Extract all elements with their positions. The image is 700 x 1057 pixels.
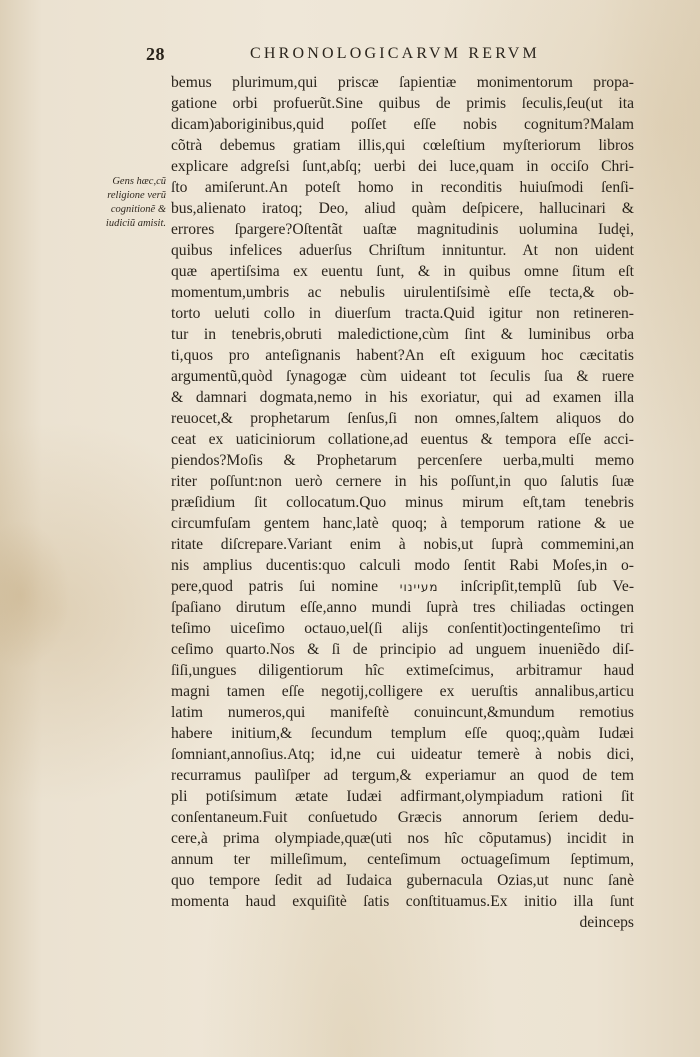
marginal-note-line: cognitionẽ & — [110, 204, 166, 215]
text-line: ti,quos pro anteſignanis habent?An eſt exiguum hoc cæcitatis — [171, 347, 634, 364]
text-line: tur in tenebris,obruti maledictione,cùm ſint & luminibus orba — [171, 326, 634, 343]
text-line: cõtrà debemus gratiam illis,qui cœleſtium myſteriorum libros — [171, 137, 634, 154]
text-line: argumentũ,quòd ſynagogæ cùm uideant tot ſeculis ſua & ruere — [171, 368, 634, 385]
text-line: & damnari dogmata,nemo in his exoriatur, qui ad examen illa — [171, 389, 634, 406]
text-line: piendos?Moſis & Prophetarum percenſere uerba,multi memo — [171, 452, 634, 469]
text-line: ſomniant,annoſius.Atq; id,ne cui uideatur temerè à nobis dici, — [171, 746, 634, 763]
body-text — [171, 72, 634, 933]
text-line: dicam)aboriginibus,quid poſſet eſſe nobis cognitum?Malam — [171, 116, 634, 133]
running-title: CHRONOLOGICARVM RERVM — [250, 45, 540, 62]
text-line: torto ueluti collo in diuerſum tracta.Quid igitur non retineren- — [171, 305, 634, 322]
text-line: momenta haud exquiſitè ſatis conſtituamus.Ex initio illa ſunt — [171, 893, 634, 910]
hebrew-word: מעיינוי — [399, 580, 439, 594]
text-line: ceat ex uaticiniorum collatione,ad euentus & tempora eſſe acci- — [171, 431, 634, 448]
text-line: reuocet,& prophetarum ſenſus,ſi non omnes,ſaltem aliquos do — [171, 410, 634, 427]
running-head — [0, 44, 700, 70]
text-line: magni tamen eſſe negotij,colligere ex ueruſtis annalibus,articu — [171, 683, 634, 700]
paper-stain — [0, 520, 70, 670]
text-line: latim numeros,qui manifeſtè conuincunt,&mundum remotius — [171, 704, 634, 721]
page-number: 28 — [146, 44, 165, 64]
marginal-note-line: Gens hæc,cũ — [112, 176, 166, 187]
text-line: præſidium ſit collocatum.Quo minus mirum eſt,tam tenebris — [171, 494, 634, 511]
text-line: recurramus paulìſper ad tergum,& experiamur an quod de tem — [171, 767, 634, 784]
text-line: habere initium,& ſecundum templum eſſe quoq;,quàm Iudæi — [171, 725, 634, 742]
text-line: gatione orbi profuerũt.Sine quibus de primis ſeculis,ſeu(ut ita — [171, 95, 634, 112]
text-line: momentum,umbris ac nebulis uirulentiſsimè eſſe tecta,& ob- — [171, 284, 634, 301]
text-line: nis amplius ducentis:quo calculi modo ſentit Rabi Moſes,in o- — [171, 557, 634, 574]
text-line: quæ apertiſsima ex euentu ſunt, & in quibus omne ſitum eſt — [171, 263, 634, 280]
text-line: ſpaſiano dirutum eſſe,anno mundi ſuprà tres chiliadas octingen — [171, 599, 634, 616]
text-line: teſimo uiceſimo octauo,uel(ſi alijs conſentit)octingenteſimo tri — [171, 620, 634, 637]
text-line: ſto amiſerunt.An poteſt homo in reconditis huiuſmodi ſenſi- — [171, 179, 634, 196]
text-line: ſiſi,ungues diligentiorum hîc extimeſcimus, arbitramur haud — [171, 662, 634, 679]
text-line: annum ter milleſimum, centeſimum octuageſimum ſeptimum, — [171, 851, 634, 868]
text-line: quibus infelices aduerſus Chriſtum innituntur. At non uident — [171, 242, 634, 259]
text-line: bemus plurimum,qui priscæ ſapientiæ monimentorum propa- — [171, 74, 634, 91]
text-line: quo tempore ſedit ad Iudaica gubernacula Ozias,ut nunc ſanè — [171, 872, 634, 889]
text-line: circumfuſam gentem hanc,latè quoq; à temporum ratione & ue — [171, 515, 634, 532]
text-segment: pere,quod patris ſui nomine — [171, 578, 379, 595]
text-line: ritate diſcrepare.Variant enim à nobis,ut ſuprà commemini,an — [171, 536, 634, 553]
text-line: ceſimo quarto.Nos & ſi de principio ad unguem inueniẽdo diſ- — [171, 641, 634, 658]
text-segment: inſcripſit,templũ ſub Ve- — [460, 578, 634, 595]
text-line: cere,à prima olympiade,quæ(uti nos hîc cõputamus) incidit in — [171, 830, 634, 847]
text-line: bus,alienato iratoq; Deo, aliud quàm deſpicere, hallucinari & — [171, 200, 634, 217]
marginal-note-line: religione verũ — [107, 190, 166, 201]
marginal-note — [94, 175, 166, 231]
marginal-note-line: iudiciũ amisit. — [105, 218, 166, 229]
text-line: riter poſſunt:non uerò cernere in his poſſunt,in quo ſalutis ſuæ — [171, 473, 634, 490]
text-line-with-hebrew — [171, 576, 634, 597]
text-line: explicare adgreſsi ſunt,abſq; uerbi dei luce,quam in occiſo Chri- — [171, 158, 634, 175]
text-line: conſentaneum.Fuit conſuetudo Græcis annorum ſeriem dedu- — [171, 809, 634, 826]
text-line: errores ſpargere?Oſtentãt uaſtæ magnitudinis uolumina Iudęi, — [171, 221, 634, 238]
text-line: pli potiſsimum ætate Iudæi adfirmant,olympiadum rationi ſit — [171, 788, 634, 805]
catchword: deinceps — [579, 914, 634, 931]
